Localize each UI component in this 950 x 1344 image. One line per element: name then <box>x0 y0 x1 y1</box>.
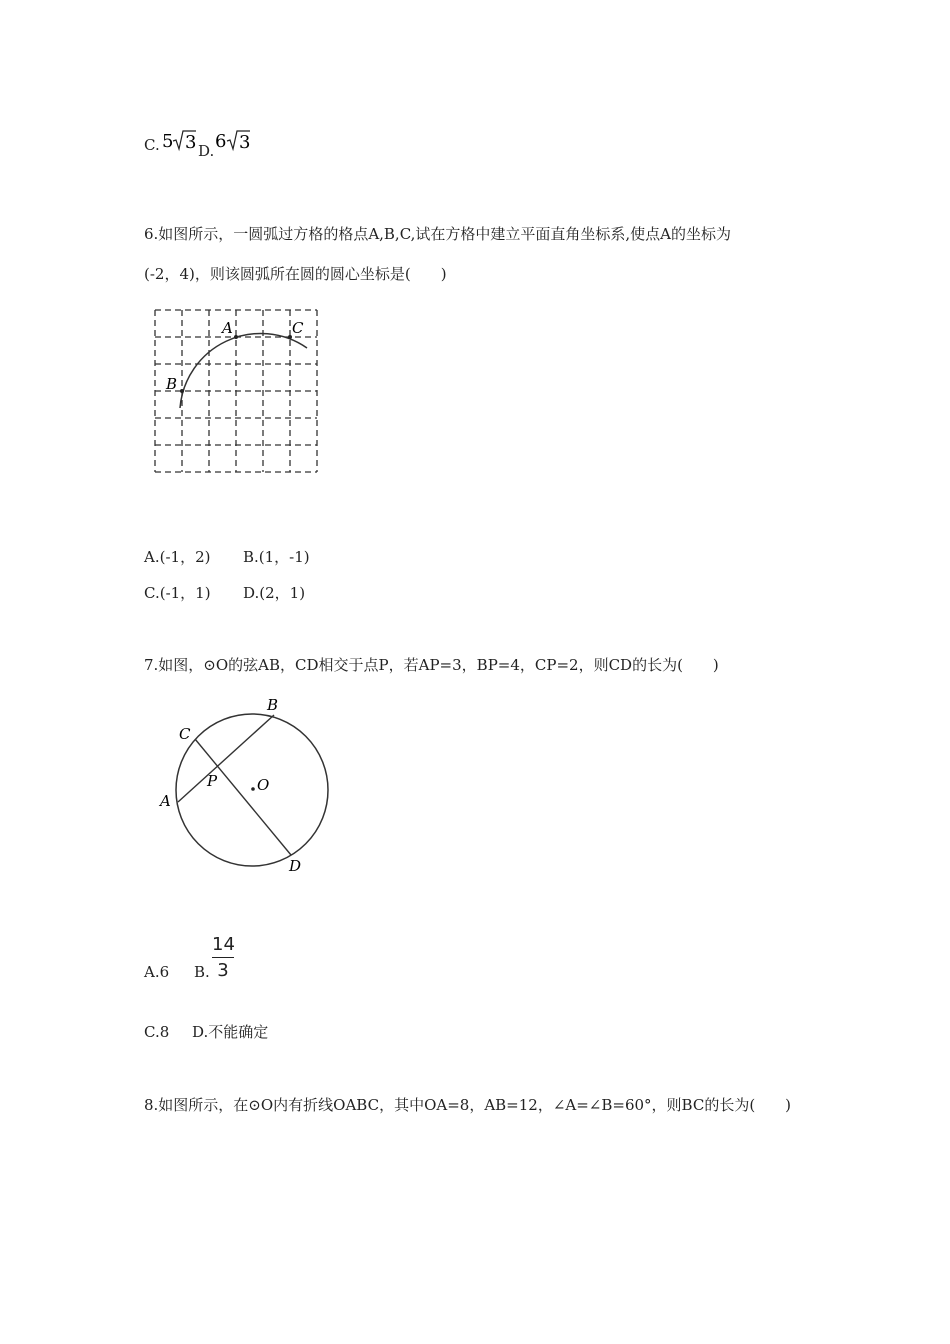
q7-label-a: A <box>160 792 171 810</box>
q7-label-c: C <box>179 725 191 743</box>
q6-options-row1 <box>144 547 310 567</box>
q7-option-d: D.不能确定 <box>192 1023 269 1041</box>
q7-option-b-numerator: 14 <box>212 934 235 955</box>
q7-options-row1 <box>144 962 210 982</box>
q5-d-coef: 6 <box>215 131 227 152</box>
q7-circle-figure <box>150 690 340 880</box>
q6-point-a <box>234 335 238 339</box>
q5-option-d-formula <box>215 128 253 154</box>
q7-label-b: B <box>267 696 279 714</box>
q7-center-dot <box>251 787 255 791</box>
q5-options <box>144 135 160 155</box>
q7-option-b-fraction <box>212 934 234 981</box>
q7-option-b-denominator: 3 <box>217 960 229 981</box>
q5-c-rad: 3 <box>185 132 197 153</box>
q7-label-d: D <box>289 857 302 875</box>
q6-option-a: A.(-1，2) <box>144 548 211 566</box>
q6-question-line1: 6.如图所示，一圆弧过方格的格点A,B,C,试在方格中建立平面直角坐标系,使点A的坐标为 <box>144 225 732 243</box>
q6-label-a: A <box>222 319 233 337</box>
q5-option-d-label: D. <box>198 142 215 160</box>
q7-label-p: P <box>207 772 218 790</box>
q6-label-c: C <box>292 319 304 337</box>
q7-label-o: O <box>257 776 270 794</box>
q5-d-rad: 3 <box>239 132 251 153</box>
q7-option-a: A.6 <box>144 963 170 981</box>
q7-option-c: C.8 <box>144 1023 170 1041</box>
q5-option-c-formula <box>162 128 198 154</box>
q7-fraction-bar <box>212 957 234 958</box>
q6-arc <box>180 333 307 408</box>
q6-question-line2: (-2，4)，则该圆弧所在圆的圆心坐标是( ) <box>144 265 447 283</box>
q6-grid-figure <box>150 302 325 480</box>
q5-option-d <box>198 141 214 161</box>
q6-option-b: B.(1，-1) <box>243 548 310 566</box>
q6-option-c: C.(-1，1) <box>144 584 211 602</box>
q6-point-b <box>180 389 184 393</box>
q5-c-coef: 5 <box>162 131 174 152</box>
q6-option-d: D.(2，1) <box>243 584 306 602</box>
q7-options-row2 <box>144 1022 268 1042</box>
q8-question-line1: 8.如图所示，在⊙O内有折线OABC，其中OA=8，AB=12，∠A=∠B=60°，则BC的长为( ) <box>144 1096 792 1114</box>
q5-option-c-label: C. <box>144 136 160 154</box>
q6-label-b: B <box>166 375 178 393</box>
q7-option-b-label: B. <box>194 963 210 981</box>
q6-options-row2 <box>144 583 305 603</box>
q7-chord-cd <box>195 739 291 855</box>
q7-question-line1: 7.如图，⊙O的弦AB，CD相交于点P，若AP=3，BP=4，CP=2，则CD的长为( ) <box>144 656 719 674</box>
